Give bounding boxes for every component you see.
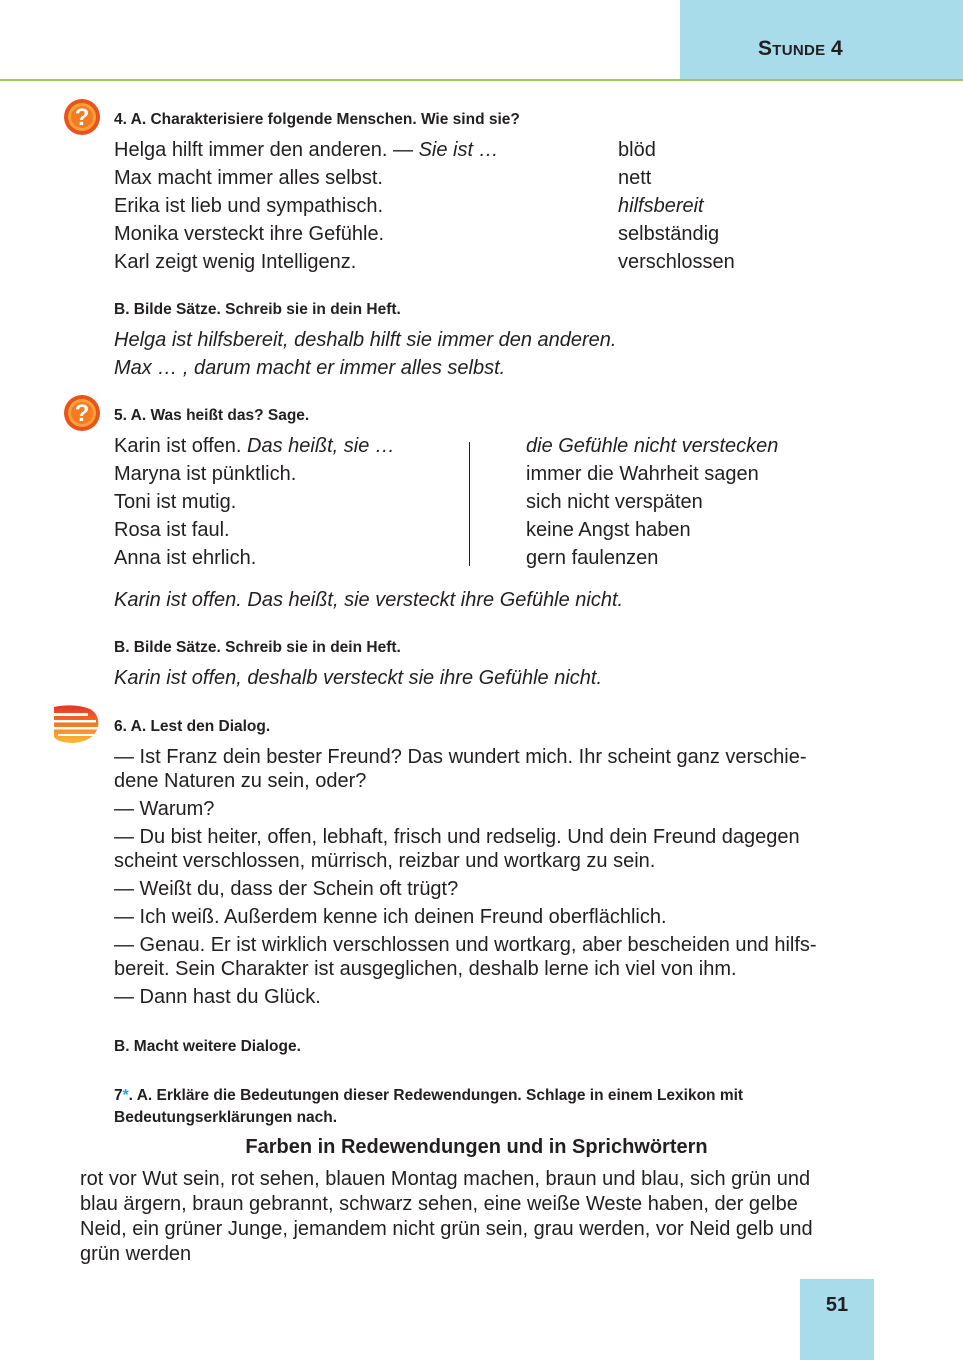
question-icon: [63, 394, 101, 432]
task4-example-1: Helga ist hilfsbereit, deshalb hilft sie immer den anderen.: [114, 329, 617, 351]
star-icon: *: [122, 1087, 129, 1104]
dialog-line-5: scheint verschlossen, mürrisch, reizbar und wortkarg zu sein.: [114, 850, 656, 872]
question-icon: [63, 98, 101, 136]
task4-row-5-right: verschlossen: [618, 251, 735, 273]
idiom-line-3: Neid, ein grüner Junge, jemandem nicht grün sein, grau werden, vor Neid gelb und: [80, 1218, 813, 1240]
task4-row-1-left: Helga hilft immer den anderen. — Sie ist …: [114, 139, 499, 161]
page-number: 51: [825, 1294, 849, 1316]
task5-row-5-left: Anna ist ehrlich.: [114, 547, 257, 569]
header-rule: [0, 79, 963, 81]
dialog-line-3: — Warum?: [114, 798, 215, 820]
dialog-line-8: — Genau. Er ist wirklich verschlossen und wortkarg, aber bescheiden und hilfs-: [114, 934, 817, 956]
task4-row-2-right: nett: [618, 167, 652, 189]
svg-text:?: ?: [74, 104, 90, 131]
task4-row-4-right: selbständig: [618, 223, 720, 245]
task7-title: Farben in Redewendungen und in Sprichwörtern: [245, 1136, 708, 1158]
lesson-title: STUNDE 4: [757, 37, 843, 60]
task5-b-heading: B. Bilde Sätze. Schreib sie in dein Heft.: [114, 639, 401, 656]
task5-row-1-right: die Gefühle nicht verstecken: [526, 435, 779, 457]
task4-example-2: Max … , darum macht er immer alles selbst.: [114, 357, 506, 379]
task5-row-5-right: gern faulenzen: [526, 547, 659, 569]
column-divider: [469, 442, 470, 566]
dialog-line-6: — Weißt du, dass der Schein oft trügt?: [114, 878, 459, 900]
reading-icon: [44, 703, 104, 745]
dialog-line-7: — Ich weiß. Außerdem kenne ich deinen Freund oberflächlich.: [114, 906, 667, 928]
dialog-line-2: dene Naturen zu sein, oder?: [114, 770, 367, 792]
task5-example-b: Karin ist offen, deshalb versteckt sie ihre Gefühle nicht.: [114, 667, 603, 689]
task4-row-2-left: Max macht immer alles selbst.: [114, 167, 383, 189]
idiom-line-4: grün werden: [80, 1243, 192, 1265]
svg-text:?: ?: [74, 400, 90, 427]
dialog-line-4: — Du bist heiter, offen, lebhaft, frisch und redselig. Und dein Freund dagegen: [114, 826, 800, 848]
dialog-line-1: — Ist Franz dein bester Freund? Das wundert mich. Ihr scheint ganz verschie-: [114, 746, 807, 768]
task4-row-4-left: Monika versteckt ihre Gefühle.: [114, 223, 385, 245]
task5-row-2-left: Maryna ist pünktlich.: [114, 463, 297, 485]
footer-tab: [800, 1279, 874, 1360]
task5-row-3-right: sich nicht verspäten: [526, 491, 703, 513]
task6-b-heading: B. Macht weitere Dialoge.: [114, 1038, 301, 1055]
task5-heading: 5. A. Was heißt das? Sage.: [114, 407, 310, 424]
task4-row-5-left: Karl zeigt wenig Intelligenz.: [114, 251, 357, 273]
task5-row-4-right: keine Angst haben: [526, 519, 691, 541]
task6-heading: 6. A. Lest den Dialog.: [114, 718, 271, 735]
task7-heading-line2: Bedeutungserklärungen nach.: [114, 1109, 338, 1126]
task5-row-1-left: Karin ist offen. Das heißt, sie …: [114, 435, 395, 457]
task7-heading: 7*. A. Erkläre die Bedeutungen dieser Redewendungen. Schlage in einem Lexikon mit: [114, 1087, 744, 1104]
task4-b-heading: B. Bilde Sätze. Schreib sie in dein Heft.: [114, 301, 401, 318]
task4-row-1-right: blöd: [618, 139, 656, 161]
task4-row-3-right: hilfsbereit: [618, 195, 704, 217]
task5-row-2-right: immer die Wahrheit sagen: [526, 463, 759, 485]
dialog-line-9: bereit. Sein Charakter ist ausgeglichen, deshalb lerne ich viel von ihm.: [114, 958, 737, 980]
task4-heading: 4. A. Charakterisiere folgende Menschen. Wie sind sie?: [114, 111, 520, 128]
task5-example-a: Karin ist offen. Das heißt, sie versteckt ihre Gefühle nicht.: [114, 589, 624, 611]
idiom-line-1: rot vor Wut sein, rot sehen, blauen Montag machen, braun und blau, sich grün und: [80, 1168, 811, 1190]
task4-row-3-left: Erika ist lieb und sympathisch.: [114, 195, 384, 217]
task5-row-4-left: Rosa ist faul.: [114, 519, 230, 541]
dialog-line-10: — Dann hast du Glück.: [114, 986, 321, 1008]
task5-row-3-left: Toni ist mutig.: [114, 491, 237, 513]
idiom-line-2: blau ärgern, braun gebrannt, schwarz sehen, eine weiße Weste haben, der gelbe: [80, 1193, 798, 1215]
